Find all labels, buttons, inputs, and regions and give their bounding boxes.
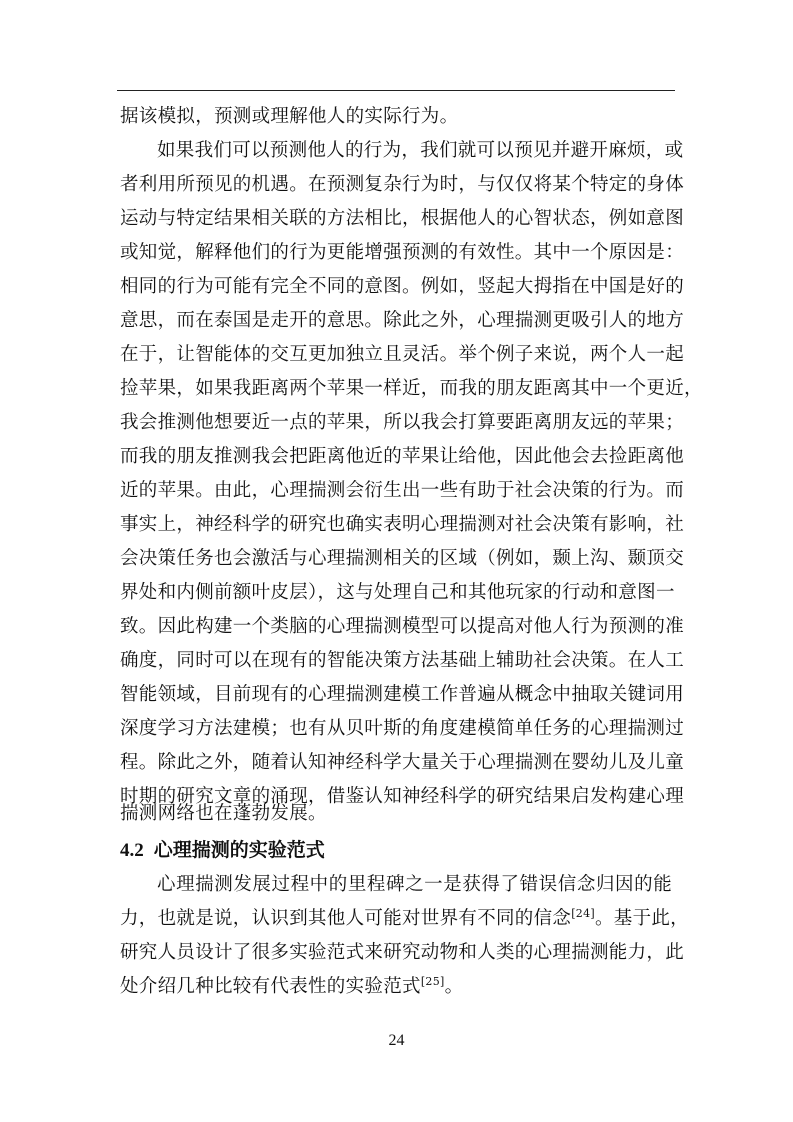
- text-line: 而我的朋友推测我会把距离他近的苹果让给他，因此他会去捡距离他: [120, 446, 685, 467]
- text-line: [120, 970, 672, 1003]
- text-line: 确度，同时可以在现有的智能决策方法基础上辅助社会决策。在人工: [120, 650, 685, 671]
- text-line: 心理揣测发展过程中的里程碑之一是获得了错误信念归因的能: [157, 874, 672, 895]
- page-number: 24: [388, 1032, 405, 1049]
- text-line: 如果我们可以预测他人的行为，我们就可以预见并避开麻烦，或: [157, 140, 684, 161]
- text-line: 智能领域，目前现有的心理揣测建模工作普遍从概念中抽取关键词用: [120, 684, 685, 705]
- text-segment: 力，也就是说，认识到其他人可能对世界有不同的信念: [120, 908, 572, 929]
- text-line: 深度学习方法建模；也有从贝叶斯的角度建模简单任务的心理揣测过: [120, 718, 685, 739]
- text-segment: 。: [444, 976, 464, 997]
- section-title: 心理揣测的实验范式: [153, 839, 325, 861]
- text-line: 时期的研究文章的涌现，借鉴认知神经科学的研究结果启发构建心理: [120, 786, 685, 807]
- section-number: 4.2: [120, 840, 144, 861]
- text-line: 相同的行为可能有完全不同的意图。例如，竖起大拇指在中国是好的: [120, 276, 685, 297]
- text-line: 我会推测他想要近一点的苹果，所以我会打算要距离朋友远的苹果；: [120, 412, 685, 433]
- text-line: 或知觉，解释他们的行为更能增强预测的有效性。其中一个原因是：: [120, 242, 685, 263]
- text-line: 会决策任务也会激活与心理揣测相关的区域（例如，颞上沟、颞顶交: [120, 548, 685, 569]
- text-line: 事实上，神经科学的研究也确实表明心理揣测对社会决策有影响，社: [120, 514, 685, 535]
- section-heading: [120, 834, 325, 867]
- text-line: 界处和内侧前额叶皮层），这与处理自己和其他玩家的行动和意图一: [120, 582, 675, 603]
- text-line: 意思，而在泰国是走开的意思。除此之外，心理揣测更吸引人的地方: [120, 310, 685, 331]
- text-line: 揣测网络也在蓬勃发展。: [120, 803, 327, 824]
- text-segment: 处介绍几种比较有代表性的实验范式: [120, 976, 421, 997]
- text-line: 程。除此之外，随着认知神经科学大量关于心理揣测在婴幼儿及儿童: [120, 752, 685, 773]
- text-line: 在于，让智能体的交互更加独立且灵活。举个例子来说，两个人一起: [120, 344, 685, 365]
- text-line: 近的苹果。由此，心理揣测会衍生出一些有助于社会决策的行为。而: [120, 480, 685, 501]
- header-rule: [117, 90, 675, 91]
- text-line: 据该模拟，预测或理解他人的实际行为。: [120, 106, 459, 127]
- text-line: 者利用所预见的机遇。在预测复杂行为时，与仅仅将某个特定的身体: [120, 174, 685, 195]
- text-line: 运动与特定结果相关联的方法相比，根据他人的心智状态，例如意图: [120, 208, 685, 229]
- citation-ref[interactable]: [24]: [571, 907, 595, 920]
- text-segment: 。基于此，: [594, 908, 689, 929]
- text-line: 研究人员设计了很多实验范式来研究动物和人类的心理揣测能力，此: [120, 942, 685, 963]
- citation-ref[interactable]: [25]: [420, 975, 445, 988]
- text-line: 捡苹果，如果我距离两个苹果一样近，而我的朋友距离其中一个更近，: [120, 378, 703, 399]
- text-line: [120, 902, 689, 935]
- text-line: 致。因此构建一个类脑的心理揣测模型可以提高对他人行为预测的准: [120, 616, 685, 637]
